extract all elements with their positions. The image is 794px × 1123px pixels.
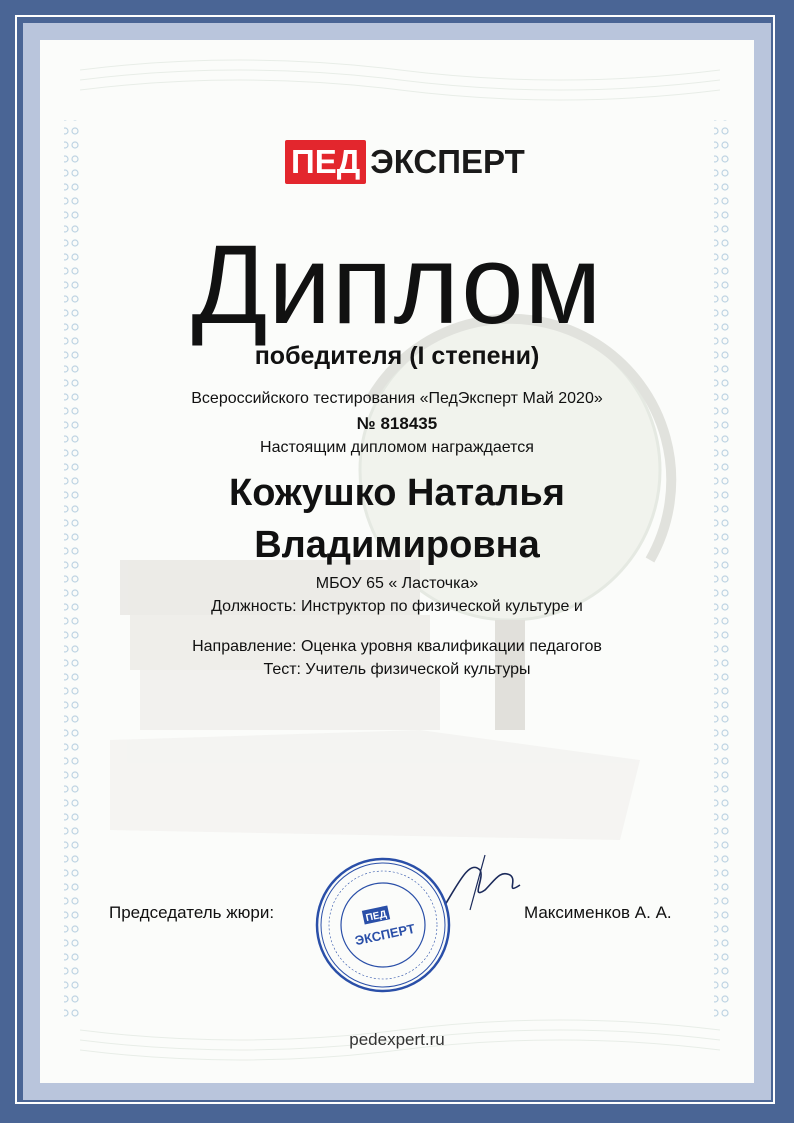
recipient-name-line1: Кожушко Наталья [229, 472, 565, 514]
diploma-paper [40, 40, 754, 1083]
stamp-logo-top: ПЕД [364, 908, 388, 925]
test-name: Тест: Учитель физической культуры [263, 661, 531, 678]
website-link[interactable]: pedexpert.ru [349, 1030, 445, 1049]
chair-label: Председатель жюри: [109, 903, 275, 922]
stamp-logo-bottom: ЭКСПЕРТ [353, 920, 417, 949]
recipient-name-line2: Владимировна [254, 524, 540, 566]
position: Должность: Инструктор по физической культуре и [211, 598, 583, 615]
diploma-number: № 818435 [356, 414, 438, 433]
signature-scribble [440, 850, 530, 920]
test-direction: Направление: Оценка уровня квалификации педагогов [192, 638, 602, 655]
diploma-title: Диплом [191, 222, 603, 347]
chair-name: Максименков А. А. [524, 903, 672, 922]
awarded-text: Настоящим дипломом награждается [260, 439, 534, 456]
logo-dark-part: ЭКСПЕРТ [370, 143, 525, 180]
diploma-subtitle: победителя (I степени) [254, 342, 540, 370]
logo-red-part: ПЕД [285, 140, 366, 184]
pedexpert-logo [285, 140, 525, 184]
organization: МБОУ 65 « Ласточка» [315, 575, 479, 592]
event-name: Всероссийского тестирования «ПедЭксперт Май 2020» [191, 390, 603, 407]
official-stamp [313, 855, 453, 995]
